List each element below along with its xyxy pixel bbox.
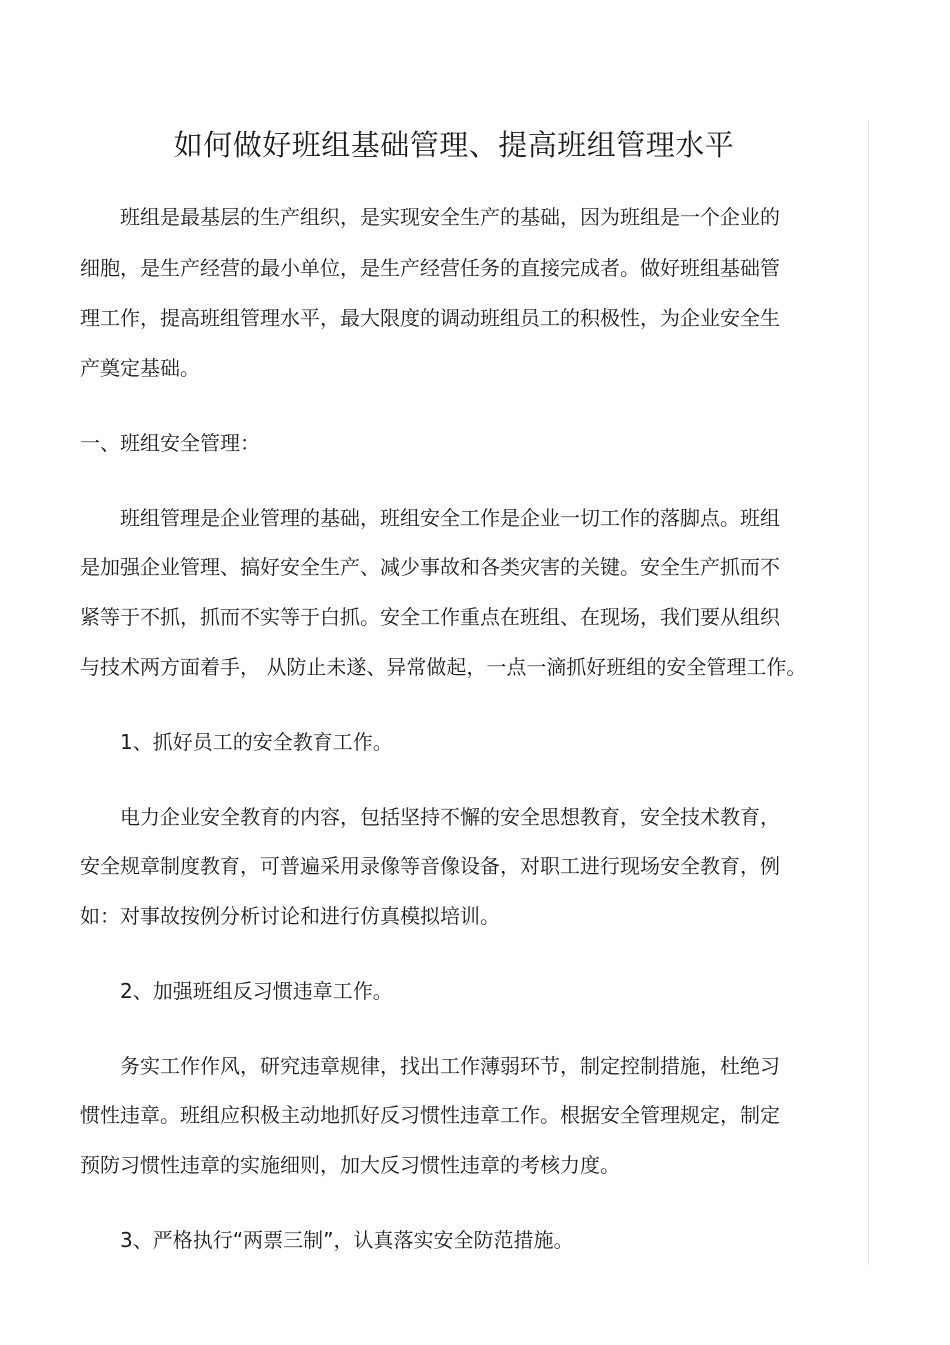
list-item-heading: 1、抓好员工的安全教育工作。 [120, 730, 393, 754]
paragraph-line: 班组是最基层的生产组织，是实现安全生产的基础，因为班组是一个企业的 [120, 205, 780, 229]
paragraph-line: 紧等于不抓，抓而不实等于白抓。安全工作重点在班组、在现场，我们要从组织 [80, 605, 780, 629]
paragraph-line: 细胞，是生产经营的最小单位，是生产经营任务的直接完成者。做好班组基础管 [80, 256, 780, 280]
paragraph-line: 班组管理是企业管理的基础，班组安全工作是企业一切工作的落脚点。班组 [120, 506, 780, 530]
paragraph-line: 预防习惯性违章的实施细则，加大反习惯性违章的考核力度。 [80, 1153, 620, 1177]
section-heading: 一、班组安全管理： [80, 431, 260, 455]
document-title: 如何做好班组基础管理、提高班组管理水平 [173, 128, 735, 162]
paragraph-line: 产奠定基础。 [80, 356, 200, 380]
page-edge-divider [868, 120, 869, 1265]
paragraph-line: 如：对事故按例分析讨论和进行仿真模拟培训。 [80, 904, 500, 928]
paragraph-line: 理工作，提高班组管理水平，最大限度的调动班组员工的积极性，为企业安全生 [80, 306, 780, 330]
paragraph-line: 电力企业安全教育的内容，包括坚持不懈的安全思想教育，安全技术教育， [120, 805, 780, 829]
list-item-heading: 3、严格执行“两票三制”，认真落实安全防范措施。 [120, 1228, 574, 1252]
paragraph-line: 是加强企业管理、搞好安全生产、减少事故和各类灾害的关键。安全生产抓而不 [80, 555, 780, 579]
paragraph-line: 与技术两方面着手， 从防止未遂、异常做起，一点一滴抓好班组的安全管理工作。 [80, 655, 807, 679]
list-item-heading: 2、加强班组反习惯违章工作。 [120, 979, 393, 1003]
paragraph-line: 务实工作作风，研究违章规律，找出工作薄弱环节，制定控制措施，杜绝习 [120, 1054, 780, 1078]
paragraph-line: 安全规章制度教育，可普遍采用录像等音像设备，对职工进行现场安全教育，例 [80, 854, 780, 878]
paragraph-line: 惯性违章。班组应积极主动地抓好反习惯性违章工作。根据安全管理规定，制定 [80, 1103, 780, 1127]
